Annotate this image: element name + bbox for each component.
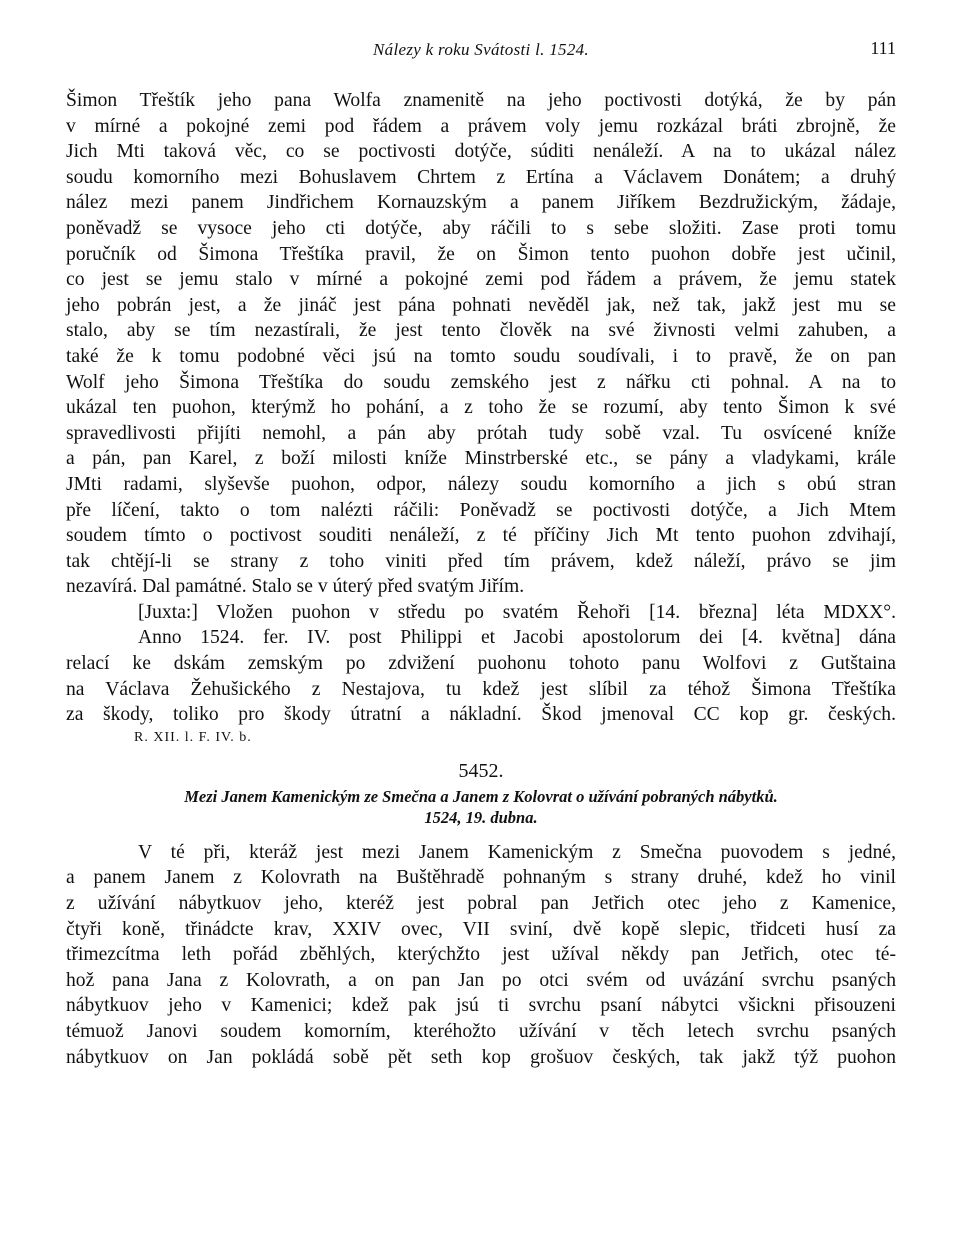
text-line: témuož Janovi soudem komorním, kteréhožto užívání v těch letech svrchu psaných [66, 1021, 896, 1042]
page-header [66, 36, 896, 70]
text-line: hož pana Jana z Kolovrath, a on pan Jan po otci svém od uvázání svrchu psaných [66, 969, 896, 991]
text-line: Jich Mti taková věc, co se poctivosti dotýče, súditi nenáleží. A na to ukázal nález [66, 141, 896, 163]
text-line: třimezcítma leth pořád zběhlých, kterýchžto jest užíval někdy pan Jetřich, otec té- [66, 944, 896, 966]
document-page [66, 36, 896, 1070]
paragraph-entry-body [66, 840, 896, 1070]
text-line: relací ke dskám zemským po zdvižení puohonu tohoto panu Wolfovi z Gutštaina [66, 653, 896, 675]
text-line: nábytkuov jeho v Kamenici; kdež pak jsú ti svrchu psaní nábytci všickni přisouzeni [66, 995, 896, 1017]
text-line: ukázal ten puohon, kterýmž ho pohání, a z toho že se rozumí, aby tento Šimon k své [66, 397, 896, 419]
entry-date: 1524, 19. dubna. [424, 807, 538, 827]
entry-number: 5452. [458, 759, 504, 782]
text-line: soudu komorního mezi Bohuslavem Chrtem z Ertína a Václavem Donátem; a druhý [66, 166, 896, 188]
running-head: Nálezy k roku Svátosti l. 1524. [373, 40, 589, 59]
entry-title-line: Mezi Janem Kamenickým ze Smečna a Janem z Kolovrat o užívání pobraných nábytků. [184, 786, 778, 806]
text-line: tak chtějí-li se strany z toho viniti před tím právem, kdež náleží, právo se jim [66, 550, 896, 572]
text-line: Wolf jeho Šimona Třeštíka do soudu zemského jest z nářku cti pohnal. A na to [66, 371, 896, 393]
text-line: JMti radami, slyševše puohon, odpor, nálezy soudu komorního a jich s obú stran [66, 473, 896, 495]
text-line: co jest se jemu stalo v mírné a pokojné zemi pod řádem a právem, že jemu statek [66, 269, 896, 291]
page-number: 111 [870, 38, 896, 58]
text-line: a pán, pan Karel, z boží milosti kníže Minstrberské etc., se pány a vladykami, krále [66, 448, 896, 470]
text-line: Šimon Třeštík jeho pana Wolfa znamenitě na jeho poctivosti dotýká, že by pán [66, 90, 896, 111]
text-line: poručník od Šimona Třeštíka pravil, že on Šimon tento puohon dobře jest učinil, [66, 243, 896, 265]
text-line: za škody, toliko pro škody útratní a nákladní. Škod jmenoval CC kop gr. českých. [66, 704, 896, 726]
text-line: na Václava Žehušického z Nestajova, tu kdež jest slíbil za téhož Šimona Třeštíka [66, 678, 896, 700]
text-line: pře líčení, takto o tom nalézti ráčili: Poněvadž se poctivosti dotýče, a Jich Mtem [66, 499, 896, 521]
text-line: nezavírá. Dal památné. Stalo se v úterý před svatým Jiřím. [66, 576, 525, 598]
text-line: v mírné a pokojné zemi pod řádem a právem voly jemu rozkázal bráti zbrojně, že [66, 115, 896, 137]
text-line: poněvadž se vysoce jeho cti dotýče, aby ráčili to s sebe složiti. Zase proti tomu [66, 217, 896, 239]
paragraph-note [66, 600, 896, 728]
entry-title [66, 786, 896, 828]
text-line: také že k tomu podobné věci jsú na tomto soudu soudívali, i to pravě, že on pan [66, 345, 896, 367]
text-line: a panem Janem z Kolovrath na Buštěhradě pohnaným s strany druhé, kdež ho vinil [66, 867, 896, 889]
text-line: [Juxta:] Vložen puohon v středu po svatém Řehoři [14. března] léta MDXX°. [138, 601, 896, 623]
text-line: čtyři koně, třinádcte krav, XXIV ovec, VII sviní, dvě kopě slepic, třidceti husí za [66, 918, 896, 940]
text-line: jeho pobrán jest, a že jináč jest pána pohnati nevěděl jak, než tak, jakž jest mu se [66, 294, 896, 316]
text-line: soudem tímto o poctivost souditi nenáleží, z té příčiny Jich Mt tento puohon zdvihají, [66, 525, 896, 547]
text-line: Anno 1524. fer. IV. post Philippi et Jacobi apostolorum dei [4. května] dána [138, 627, 896, 649]
text-line: stalo, aby se tím nezastírali, že jest tento člověk na své živnosti velmi zahuben, a [66, 320, 896, 342]
text-line: z užívání nábytkuov jeho, kteréž jest pobral pan Jetřich otec jeho z Kamenice, [66, 893, 896, 915]
text-line: nábytkuov on Jan pokládá sobě pět seth kop grošuov českých, tak jakž týž puohon [66, 1046, 896, 1068]
text-line: spravedlivosti přijíti nemohl, a pán aby prótah tudy sobě vzal. Tu osvícené kníže [66, 422, 896, 444]
text-line: V té při, kteráž jest mezi Janem Kamenickým z Smečna puovodem s jedné, [138, 841, 896, 863]
archival-signature: R. XII. l. F. IV. b. [134, 729, 252, 745]
paragraph-court-ruling [66, 88, 896, 600]
text-line: nález mezi panem Jindřichem Kornauzským a panem Jiříkem Bezdružickým, žádaje, [66, 192, 896, 214]
